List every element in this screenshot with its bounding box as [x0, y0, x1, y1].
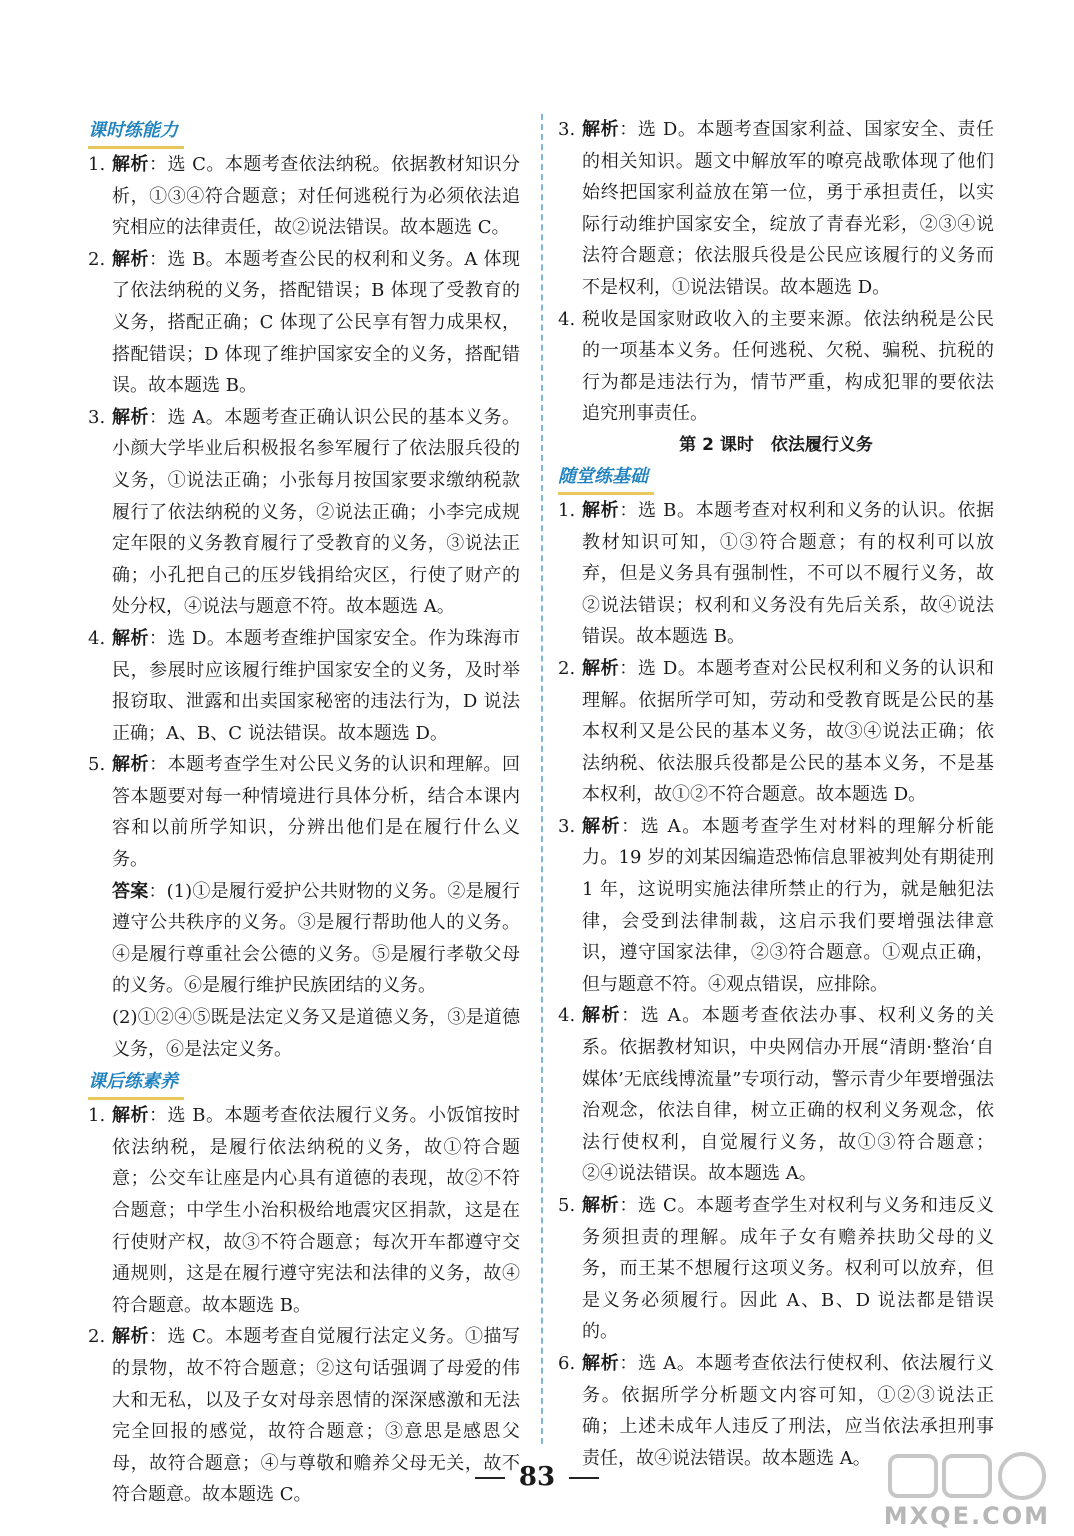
item-text: ：选 D。本题考查维护国家安全。作为珠海市民，参展时应该履行维护国家安全的义务，及时举报窃取、泄露和出卖国家秘密的违法行为，D 说法正确；A、B、C 说法错误。故本题选 D。: [112, 627, 521, 744]
answer-item: [88, 1100, 520, 1321]
item-text: ：选 A。本题考查依法行使权利、依法履行义务。依据所学分析题文内容可知，①②③说法正确；上述未成年人违反了刑法，应当依法承担刑事责任，故④说法错误。故本题选 A。: [582, 1352, 995, 1469]
item-text: ：选 C。本题考查学生对权利与义务和违反义务须担责的理解。成年子女有赡养扶助父母的义务，而王某不想履行这项义务。权利可以放弃，但是义务必须履行。因此 A、B、D 说法都是错误的。: [582, 1195, 995, 1343]
item-number: 3.: [558, 119, 576, 140]
analysis-label: 解析: [582, 499, 620, 521]
answer-item: [88, 244, 520, 402]
answer-paragraph-1: [88, 876, 520, 1002]
item-text: ：选 B。本题考查对权利和义务的认识。依据教材知识可知，①③符合题意；有的权利可以放弃，但是义务具有强制性，不可以不履行义务，故②说法错误；权利和义务没有先后关系，故④说法错误。故本题选 B。: [582, 499, 995, 648]
analysis-label: 解析: [112, 754, 150, 776]
item-number: 3.: [88, 406, 106, 428]
watermark-text: MXQE.COM: [883, 1502, 1050, 1530]
item-text: ：选 A。本题考查正确认识公民的基本义务。小颜大学毕业后积极报名参军履行了依法服兵役的义务，①说法正确；小张每月按国家要求缴纳税款履行了依法纳税的义务，②说法正确；小李完成规定年限的义务教育履行了受教育的义务，③说法正确；小孔把自己的压岁钱捐给灾区，行使了财产的处分权，④说法与题意不符。故本题选 A。: [112, 406, 521, 618]
analysis-label: 解析: [112, 1105, 150, 1127]
item-text: 税收是国家财政收入的主要来源。依法纳税是公民的一项基本义务。任何逃税、欠税、骗税、抗税的行为都是违法行为，情节严重，构成犯罪的要依法追究刑事责任。: [582, 308, 994, 425]
page-number-dash-right: [569, 1477, 599, 1479]
item-number: 6.: [558, 1352, 576, 1374]
answer-item: [88, 149, 520, 244]
answer-item: [558, 495, 994, 653]
page-number-dash-left: [475, 1477, 505, 1479]
left-column: [88, 114, 520, 1511]
item-text: ：选 D。本题考查对公民权利和义务的认识和理解。依据所学可知，劳动和受教育既是公民的基本权利又是公民的基本义务，故③④说法正确；依法纳税、依法服兵役都是公民的基本义务，不是基本权利，故①②不符合题意。故本题选 D。: [582, 657, 995, 806]
answer-item: [558, 1190, 994, 1348]
item-text: ：选 C。本题考查自觉履行法定义务。①描写的景物，故不符合题意；②这句话强调了母爱的伟大和无私，以及子女对母亲恩情的深深感激和无法完全回报的感觉，故符合题意；③意思是感恩父母，故符合题意；④与尊敬和赡养父母无关，故不符合题意。故本题选 C。: [112, 1326, 521, 1506]
answer-label: 答案: [112, 880, 149, 902]
right-column: [558, 114, 994, 1474]
item-text: ：选 B。本题考查公民的权利和义务。A 体现了依法纳税的义务，搭配错误；B 体现了受教育的义务，搭配正确；C 体现了公民享有智力成果权，搭配错误；D 体现了维护国家安全的义务，搭配错误。故本题选 B。: [112, 248, 521, 397]
item-number: 2.: [558, 657, 576, 679]
answer-item: [558, 653, 994, 811]
page-number-value: 83: [518, 1462, 556, 1492]
answer-text: ：(1)①是履行爱护公共财物的义务。②是履行遵守公共秩序的义务。③是履行帮助他人的义务。④是履行尊重社会公德的义务。⑤是履行孝敬父母的义务。⑥是履行维护民族团结的义务。: [112, 880, 521, 997]
item-number: 1.: [88, 1105, 106, 1127]
item-number: 2.: [88, 248, 106, 270]
analysis-label: 解析: [112, 154, 149, 175]
analysis-label: 解析: [582, 119, 620, 140]
answer-item: [88, 623, 520, 749]
analysis-label: 解析: [582, 1195, 620, 1216]
answer-paragraph-2: (2)①②④⑤既是法定义务又是道德义务，③是道德义务，⑥是法定义务。: [112, 1007, 520, 1060]
item-number: 2.: [88, 1326, 106, 1348]
section-literacy-continued: [558, 114, 994, 430]
item-number: 4.: [88, 627, 106, 649]
section-heading-ability: 课时练能力: [88, 116, 184, 149]
item-number: 1.: [88, 154, 106, 175]
answer-item: [558, 114, 994, 304]
item-number: 4.: [558, 1005, 576, 1027]
item-text: ：本题考查学生对公民义务的认识和理解。回答本题要对每一种情境进行具体分析，结合本课内容和以前所学知识，分辨出他们是在履行什么义务。: [112, 754, 521, 871]
analysis-label: 解析: [582, 1352, 620, 1374]
answer-item: [558, 811, 994, 1001]
answer-item: [88, 402, 520, 623]
item-text: ：选 A。本题考查依法办事、权利义务的关系。依据教材知识，中央网信办开展“清朗·整治‘自媒体’无底线博流量”专项行动，警示青少年要增强法治观念，依法自律，树立正确的权利义务观念，依法行使权利，自觉履行义务，故①③符合题意；②④说法错误。故本题选 A。: [582, 1005, 994, 1185]
item-text: ：选 A。本题考查学生对材料的理解分析能力。19 岁的刘某因编造恐怖信息罪被判处有期徒刑 1 年，这说明实施法律所禁止的行为，就是触犯法律，会受到法律制裁，这启示我们要增强法律意识，遵守国家法律，②③符合题意。①观点正确，但与题意不符。④观点错误，应排除。: [582, 815, 994, 995]
analysis-label: 解析: [112, 248, 149, 270]
answer-item: [558, 304, 994, 430]
analysis-label: 解析: [112, 627, 149, 649]
analysis-label: 解析: [582, 657, 620, 679]
item-text: ：选 D。本题考查国家利益、国家安全、责任的相关知识。题文中解放军的嘹亮战歌体现了他们始终把国家利益放在第一位，勇于承担责任，以实际行动维护国家安全，绽放了青春光彩，②③④说法符合题意；依法服兵役是公民应该履行的义务而不是权利，①说法错误。故本题选 D。: [582, 119, 995, 298]
item-number: 3.: [558, 815, 576, 837]
analysis-label: 解析: [582, 815, 622, 837]
answer-item: [558, 1000, 994, 1190]
section-heading-literacy: 课后练素养: [88, 1067, 184, 1100]
section-basics-items: [558, 495, 994, 1474]
item-text: ：选 C。本题考查依法纳税。依据教材知识分析，①③④符合题意；对任何逃税行为必须依法追究相应的法律责任，故②说法错误。故本题选 C。: [112, 154, 521, 239]
analysis-label: 解析: [112, 1326, 149, 1348]
answer-item: [88, 749, 520, 875]
analysis-label: 解析: [112, 406, 150, 428]
lesson-title: 第 2 课时 依法履行义务: [679, 434, 873, 455]
item-number: 5.: [88, 754, 106, 776]
item-number: 4.: [558, 308, 576, 330]
section-ability-items: [88, 149, 520, 1065]
analysis-label: 解析: [582, 1005, 622, 1027]
item-number: 1.: [558, 499, 576, 521]
item-text: ：选 B。本题考查依法履行义务。小饭馆按时依法纳税，是履行依法纳税的义务，故①符合题意；公交车让座是内心具有道德的表现，故②不符合题意；中学生小治积极给地震灾区捐款，这是在行使财产权，故③不符合题意；每次开车都遵守交通规则，这是在履行遵守宪法和法律的义务，故④符合题意。故本题选 B。: [112, 1105, 521, 1316]
column-divider: [541, 114, 543, 1444]
section-literacy-items: [88, 1100, 520, 1511]
item-number: 5.: [558, 1195, 576, 1216]
section-heading-basics: 随堂练基础: [558, 462, 654, 495]
